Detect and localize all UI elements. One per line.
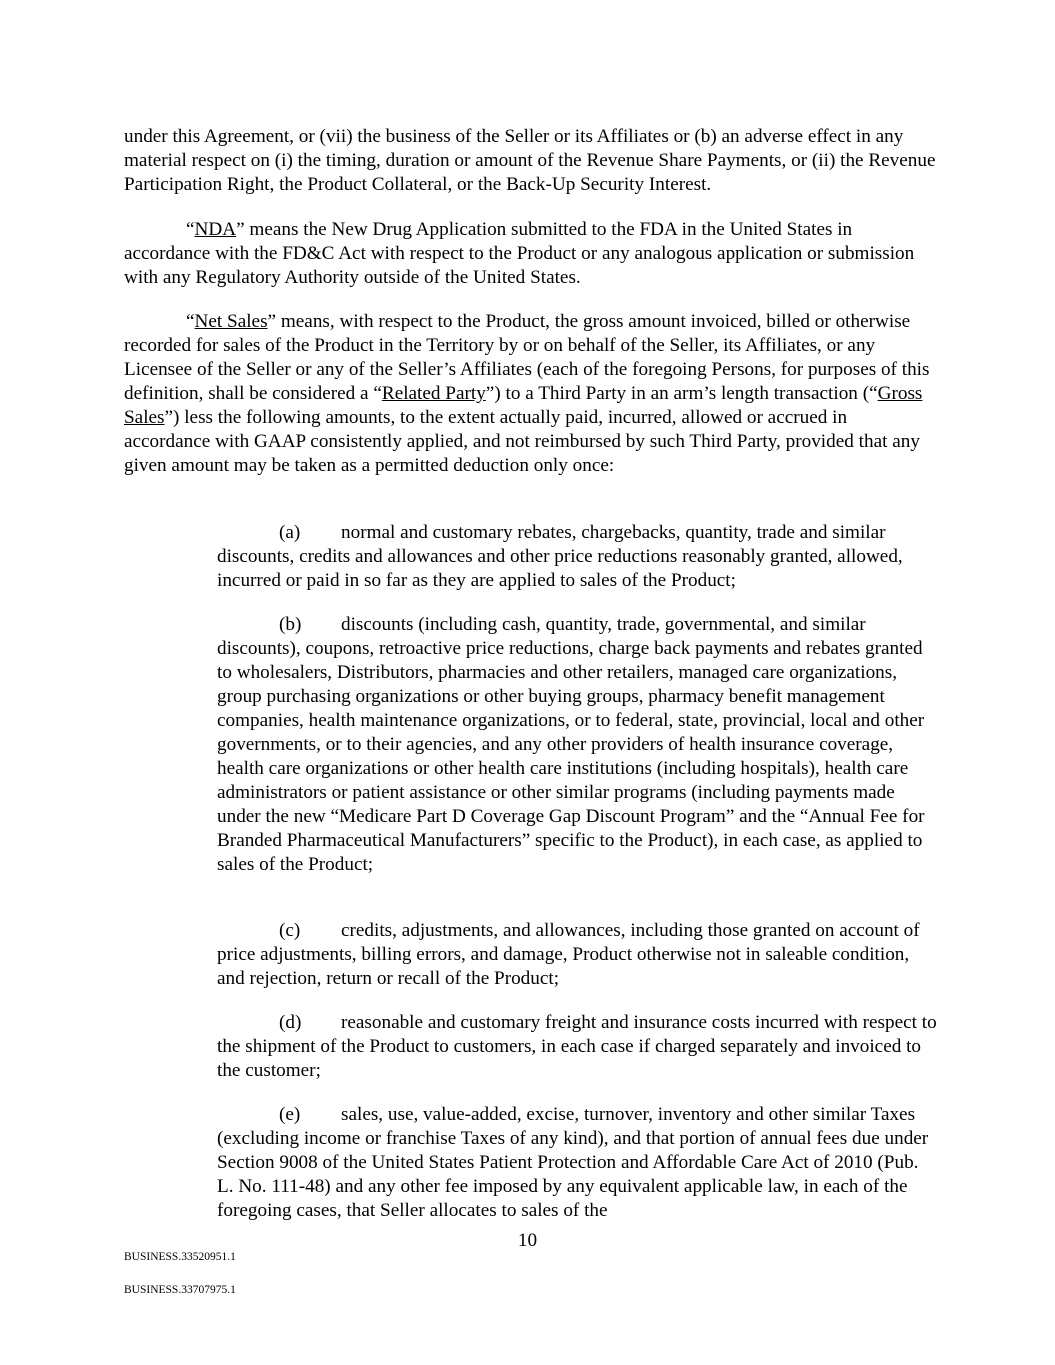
- net-sales-term: Net Sales: [194, 311, 268, 332]
- deduction-item-c: [217, 919, 937, 991]
- deduction-item-b: [217, 613, 937, 877]
- item-label: (a): [279, 522, 301, 543]
- gross-sales-term: Gross Sales: [124, 383, 923, 428]
- page-number: 10: [517, 1230, 538, 1251]
- continued-paragraph: under this Agreement, or (vii) the business of the Seller or its Affiliates or (b) an adverse effect in any material respect on (i) the timing, duration or amount of the Revenue Share Payments, or (ii) the Revenue Participation Right, the Product Collateral, or the Back-Up Security Interest.: [124, 126, 936, 195]
- deduction-item-e: [217, 1103, 937, 1223]
- item-text: normal and customary rebates, chargebacks, quantity, trade and similar discounts, credits and allowances and other price reductions reasonably granted, allowed, incurred or paid in so far as they are applied to sales of the Product;: [217, 522, 903, 591]
- footer-doc-id: BUSINESS.33520951.1: [124, 1251, 236, 1263]
- item-label: (d): [279, 1012, 302, 1033]
- item-text: sales, use, value-added, excise, turnover, inventory and other similar Taxes (excluding income or franchise Taxes of any kind), and that portion of annual fees due under Section 9008 of the United States Patient Protection and Affordable Care Act of 2010 (Pub. L. No. 111-48) and any other fee imposed by any equivalent applicable law, in each of the foregoing cases, that Seller allocates to sales of the: [217, 1104, 929, 1221]
- item-label: (e): [279, 1104, 301, 1125]
- deduction-item-d: [217, 1011, 937, 1083]
- nda-definition: “NDA” means the New Drug Application submitted to the FDA in the United States in accordance with the FD&C Act with respect to the Product or any analogous application or submission with any Regulatory Authority outside of the United States.: [124, 219, 915, 288]
- item-label: (c): [279, 920, 301, 941]
- item-label: (b): [279, 614, 302, 635]
- item-text: reasonable and customary freight and insurance costs incurred with respect to the shipment of the Product to customers, in each case if charged separately and invoiced to the customer;: [217, 1012, 937, 1081]
- item-text: discounts (including cash, quantity, trade, governmental, and similar discounts), coupons, retroactive price reductions, charge back payments and rebates granted to wholesalers, Distributors, pharmacies and other retailers, managed care organizations, group purchasing organizations or other buying groups, pharmacy benefit management companies, health maintenance organizations, or to federal, state, provincial, local and other governments, or to their agencies, and any other providers of health insurance coverage, health care organizations or other health care institutions (including hospitals), health care administrators or patient assistance or other similar programs (including payments made under the new “Medicare Part D Coverage Gap Discount Program” and the “Annual Fee for Branded Pharmaceutical Manufacturers” specific to the Product), in each case, as applied to sales of the Product;: [217, 614, 925, 875]
- related-party-term: Related Party: [381, 383, 486, 404]
- item-text: credits, adjustments, and allowances, including those granted on account of price adjustments, billing errors, and damage, Product otherwise not in saleable condition, and rejection, return or recall of the Product;: [217, 920, 920, 989]
- nda-term: NDA: [194, 219, 237, 240]
- deduction-item-a: [217, 521, 937, 593]
- footer-doc-id: BUSINESS.33707975.1: [124, 1284, 236, 1296]
- net-sales-definition: “Net Sales” means, with respect to the Product, the gross amount invoiced, billed or otherwise recorded for sales of the Product in the Territory by or on behalf of the Seller, its Affiliates, or any Licensee of the Seller or any of the Seller’s Affiliates (each of the foregoing Persons, for purposes of this definition, shall be considered a “Related Party”) to a Third Party in an arm’s length transaction (“Gross Sales”) less the following amounts, to the extent actually paid, incurred, allowed or accrued in accordance with GAAP consistently applied, and not reimbursed by such Third Party, provided that any given amount may be taken as a permitted deduction only once:: [124, 311, 930, 476]
